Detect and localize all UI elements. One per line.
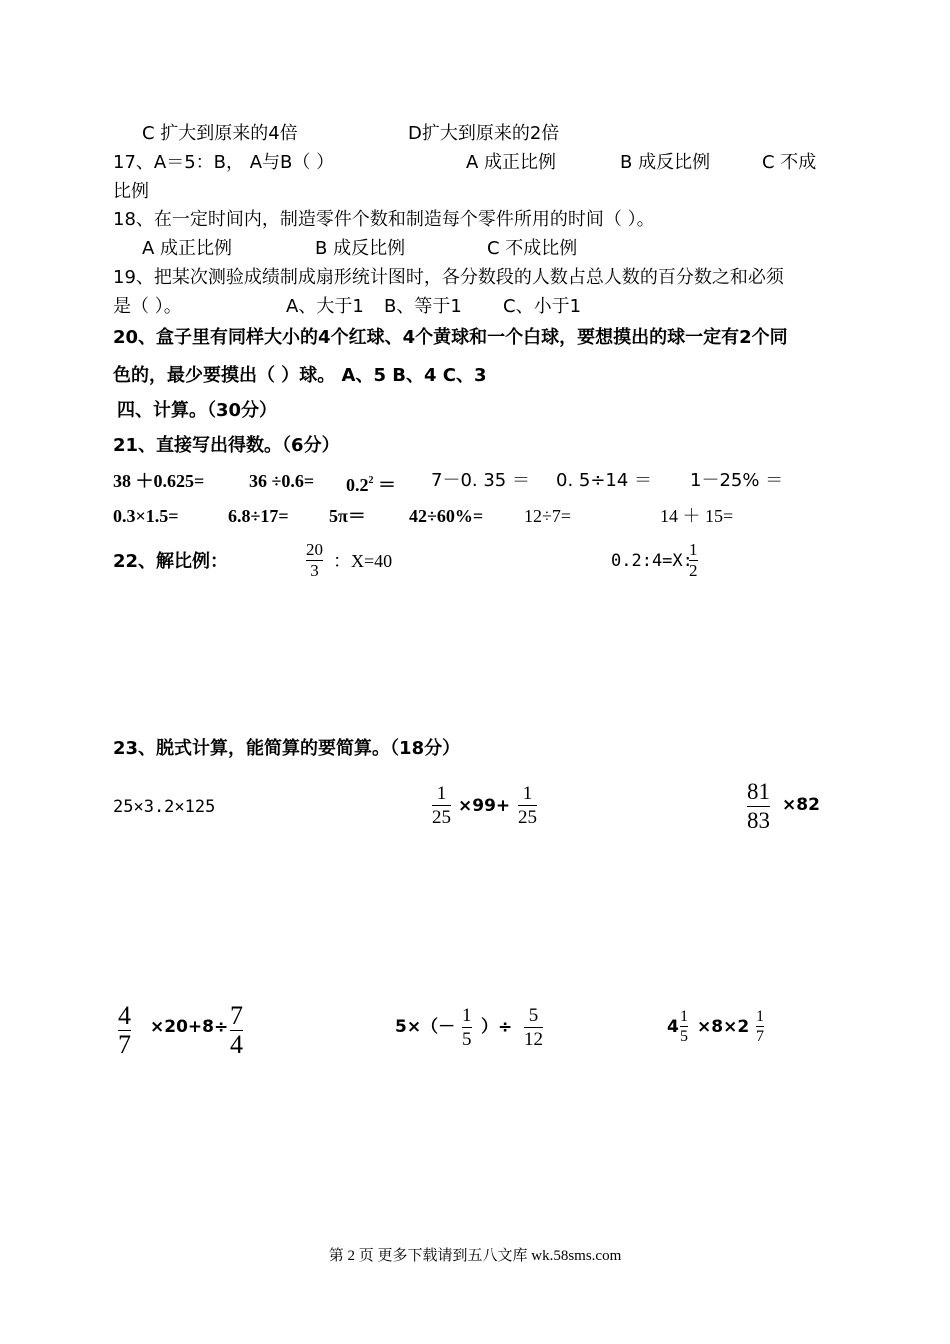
q23-p6-fraction-2 — [756, 1007, 764, 1046]
q21-item-8: 6.8÷17= — [228, 506, 289, 526]
q19-line1: 19、把某次测验成绩制成扇形统计图时，各分数段的人数占总人数的百分数之和必须 — [113, 267, 784, 288]
numerator: 1 — [462, 1005, 472, 1026]
numerator: 1 — [522, 783, 533, 804]
numerator: 1 — [756, 1008, 764, 1025]
denominator: 5 — [680, 1028, 688, 1045]
q23-p4-fraction-2 — [230, 1002, 243, 1059]
q23-problem-1: 25×3.2×125 — [113, 797, 216, 817]
q21-item-11: 12÷7= — [524, 506, 572, 526]
q23-p5-fraction-1 — [462, 1004, 472, 1051]
q17-option-c-continued: 比例 — [113, 181, 149, 202]
q16-option-c: C 扩大到原来的4倍 — [142, 123, 298, 144]
numerator: 1 — [436, 783, 447, 804]
q22-eq2-lead: 0.2:4=X: — [611, 551, 693, 571]
numerator: 5 — [528, 1005, 539, 1026]
q21-item-4: 7－0. 35 ＝ — [431, 470, 530, 491]
q23-p6-fraction-1 — [680, 1007, 688, 1046]
q23-p6-mid: ×8×2 — [697, 1017, 750, 1037]
numerator: 1 — [689, 540, 698, 559]
q22-eq1-rest: ：X=40 — [333, 551, 393, 571]
q17-option-a: A 成正比例 — [466, 152, 557, 173]
q21-title: 21、直接写出得数。（6分） — [113, 435, 340, 456]
q19-option-c: C、小于1 — [503, 296, 582, 317]
q19-line2-start: 是（ ）。 — [113, 296, 182, 317]
q23-p2-operator: ×99+ — [458, 796, 511, 816]
numerator: 7 — [230, 1001, 243, 1030]
q17-option-b: B 成反比例 — [620, 152, 711, 173]
q16-option-d: D扩大到原来的2倍 — [408, 123, 560, 144]
denominator: 25 — [432, 807, 451, 828]
q21-item-5: 0. 5÷14 ＝ — [556, 470, 653, 491]
denominator: 7 — [756, 1028, 764, 1045]
q18-option-c: C 不成比例 — [487, 238, 578, 259]
q21-item-12: 14 ＋ 15= — [660, 506, 734, 526]
q22-eq2-fraction — [689, 540, 698, 581]
q23-p5-lead: 5×（－ — [395, 1017, 456, 1037]
denominator: 25 — [518, 807, 537, 828]
q23-title: 23、脱式计算，能简算的要简算。（18分） — [113, 738, 461, 759]
denominator: 4 — [230, 1030, 243, 1059]
q23-p2-fraction-1 — [432, 782, 451, 829]
q18-option-a: A 成正比例 — [142, 238, 233, 259]
q23-p6-whole-1: 4 — [667, 1017, 679, 1037]
q20-line1: 20、盒子里有同样大小的4个红球、4个黄球和一个白球，要想摸出的球一定有2个同 — [113, 327, 788, 348]
q21-item-1: 38 ＋0.625= — [113, 471, 205, 491]
q21-item-2: 36 ÷0.6= — [249, 471, 315, 491]
denominator: 7 — [118, 1030, 131, 1059]
q21-item-7: 0.3×1.5= — [113, 506, 179, 526]
q23-p4-fraction-1 — [118, 1002, 131, 1059]
q23-p5-mid: ）÷ — [481, 1017, 513, 1037]
q21-item-10: 42÷60%= — [409, 506, 484, 526]
q23-p2-fraction-2 — [518, 782, 537, 829]
numerator: 1 — [680, 1008, 688, 1025]
numerator: 81 — [747, 779, 770, 804]
q21-item-3-exponent: 2 — [368, 475, 374, 486]
q21-item-9: 5π＝ — [329, 506, 366, 526]
q23-p4-operator: ×20+8÷ — [150, 1017, 229, 1037]
q19-option-a: A、大于1 — [286, 296, 364, 317]
section-4-title: 四、计算。（30分） — [117, 400, 278, 421]
q21-item-6: 1－25% ＝ — [690, 470, 784, 491]
q23-p3-operator: ×82 — [782, 795, 820, 815]
page-footer: 第 2 页 更多下载请到五八文库 wk.58sms.com — [328, 1248, 622, 1264]
q23-p3-fraction — [747, 778, 770, 835]
q18-stem: 18、在一定时间内，制造零件个数和制造每个零件所用的时间（ ）。 — [113, 209, 655, 230]
q17-option-c: C 不成 — [762, 152, 817, 173]
q22-title: 22、解比例： — [113, 551, 229, 572]
q23-p5-fraction-2 — [524, 1004, 543, 1051]
denominator: 83 — [747, 808, 770, 833]
numerator: 4 — [118, 1001, 131, 1030]
q20-line2: 色的，最少要摸出（ ）球。 A、5 B、4 C、3 — [113, 365, 487, 386]
denominator: 12 — [524, 1029, 543, 1050]
numerator: 20 — [306, 540, 323, 559]
q17-stem: 17、A＝5：B， A与B（ ） — [113, 152, 335, 173]
denominator: 5 — [462, 1029, 472, 1050]
q19-option-b: B、等于1 — [384, 296, 462, 317]
q22-eq1-fraction — [306, 540, 323, 581]
denominator: 3 — [310, 561, 319, 580]
q18-option-b: B 成反比例 — [315, 238, 406, 259]
denominator: 2 — [689, 561, 698, 580]
q21-item-3: $0.2^2$ ＝ — [346, 475, 396, 495]
